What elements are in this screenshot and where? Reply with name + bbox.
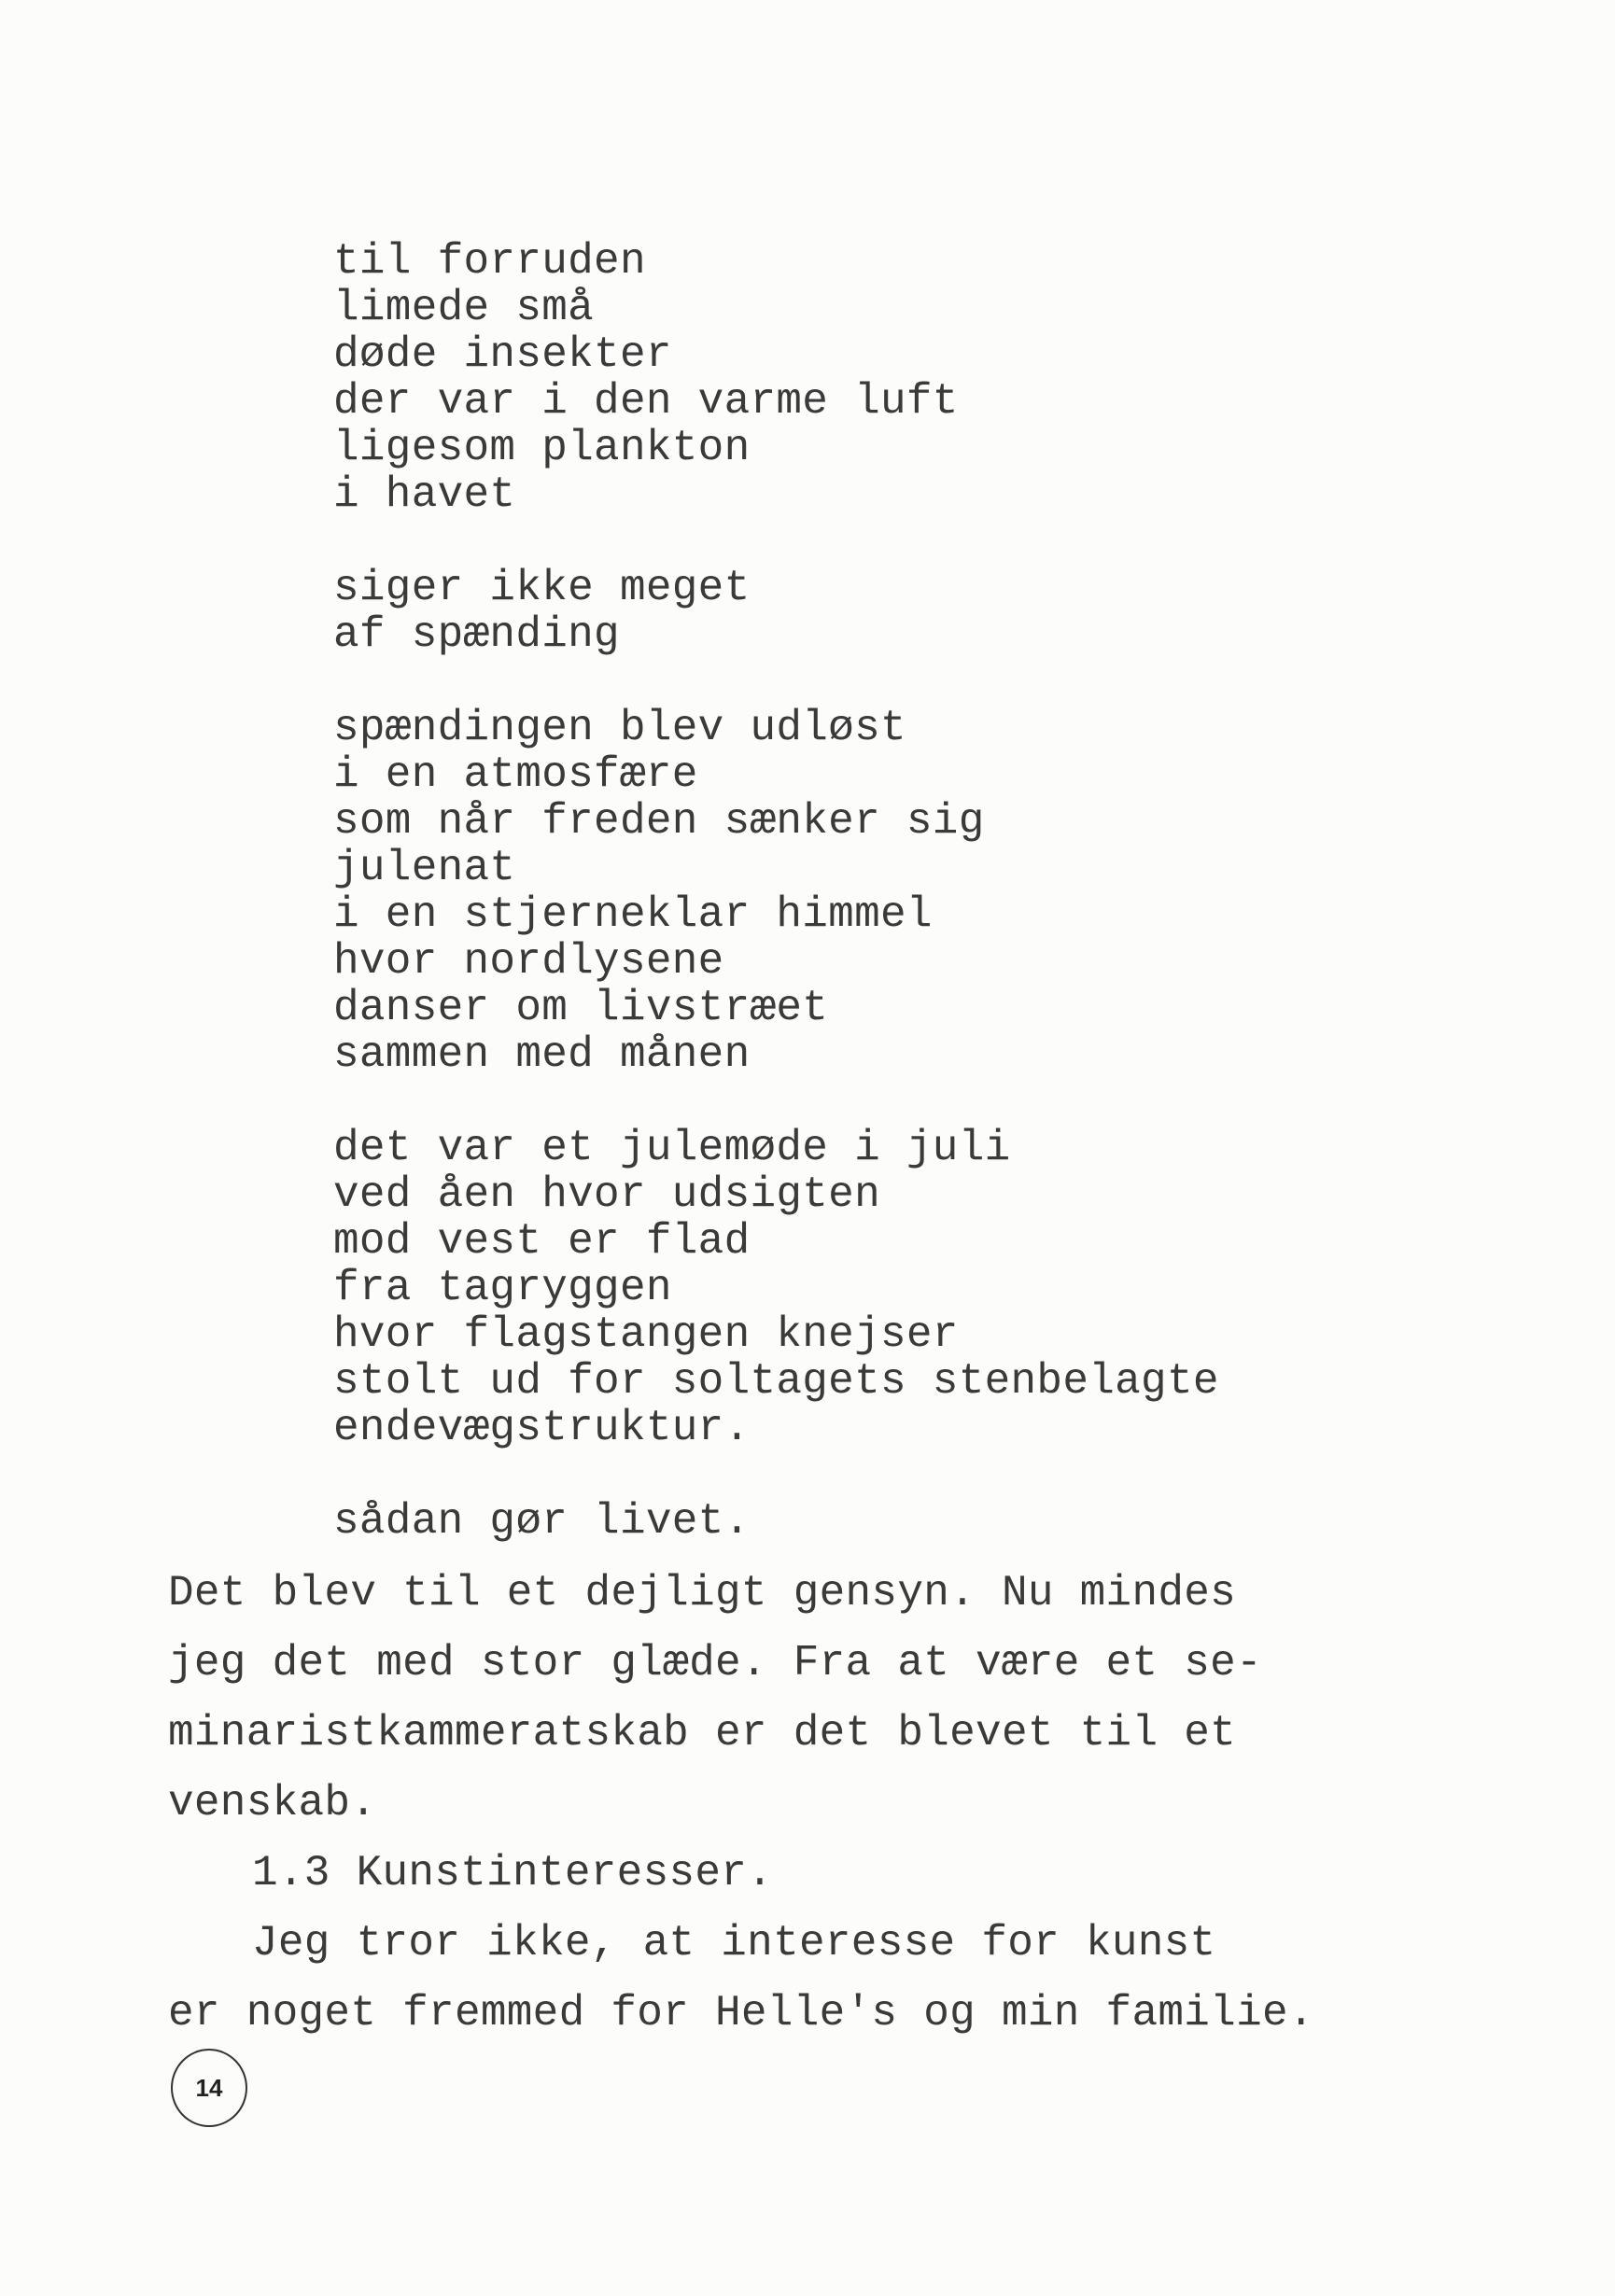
verse-line: danser om livstræet bbox=[333, 984, 829, 1032]
verse-line: endevægstruktur. bbox=[333, 1404, 751, 1452]
verse-line: sådan gør livet. bbox=[333, 1497, 751, 1546]
verse-line: fra tagryggen bbox=[333, 1264, 672, 1312]
verse-line: hvor nordlysene bbox=[333, 937, 724, 986]
paragraph-line: jeg det med stor glæde. Fra at være et se- bbox=[168, 1639, 1262, 1687]
paragraph-line: Jeg tror ikke, at interesse for kunst bbox=[252, 1919, 1216, 1967]
verse-line: spændingen blev udløst bbox=[333, 704, 906, 752]
verse-line: hvor flagstangen knejser bbox=[333, 1310, 959, 1359]
verse-line: der var i den varme luft bbox=[333, 377, 959, 426]
verse-line: siger ikke meget bbox=[333, 564, 751, 612]
verse-line: døde insekter bbox=[333, 330, 672, 379]
paragraph-line: er noget fremmed for Helle's og min familie. bbox=[168, 1989, 1314, 2037]
page-number: 14 bbox=[195, 2073, 223, 2102]
verse-line: til forruden bbox=[333, 237, 646, 286]
page-number-badge bbox=[171, 2049, 247, 2127]
section-heading: 1.3 Kunstinteresser. bbox=[252, 1849, 774, 1897]
verse-line: julenat bbox=[333, 844, 516, 892]
verse-line: af spænding bbox=[333, 610, 620, 659]
verse-line: stolt ud for soltagets stenbelagte bbox=[333, 1357, 1219, 1406]
verse-line: sammen med månen bbox=[333, 1030, 751, 1079]
verse-line: limede små bbox=[333, 284, 595, 332]
verse-line: som når freden sænker sig bbox=[333, 797, 985, 846]
verse-line: ligesom plankton bbox=[333, 424, 751, 472]
verse-line: ved åen hvor udsigten bbox=[333, 1170, 880, 1219]
verse-line: det var et julemøde i juli bbox=[333, 1124, 1011, 1172]
verse-line: mod vest er flad bbox=[333, 1217, 751, 1266]
verse-line: i havet bbox=[333, 470, 516, 519]
paragraph-line: minaristkammeratskab er det blevet til et bbox=[168, 1709, 1237, 1757]
verse-line: i en atmosfære bbox=[333, 750, 698, 799]
paragraph-line: Det blev til et dejligt gensyn. Nu mindes bbox=[168, 1569, 1237, 1617]
verse-line: i en stjerneklar himmel bbox=[333, 890, 933, 939]
paragraph-line: venskab. bbox=[168, 1779, 377, 1827]
